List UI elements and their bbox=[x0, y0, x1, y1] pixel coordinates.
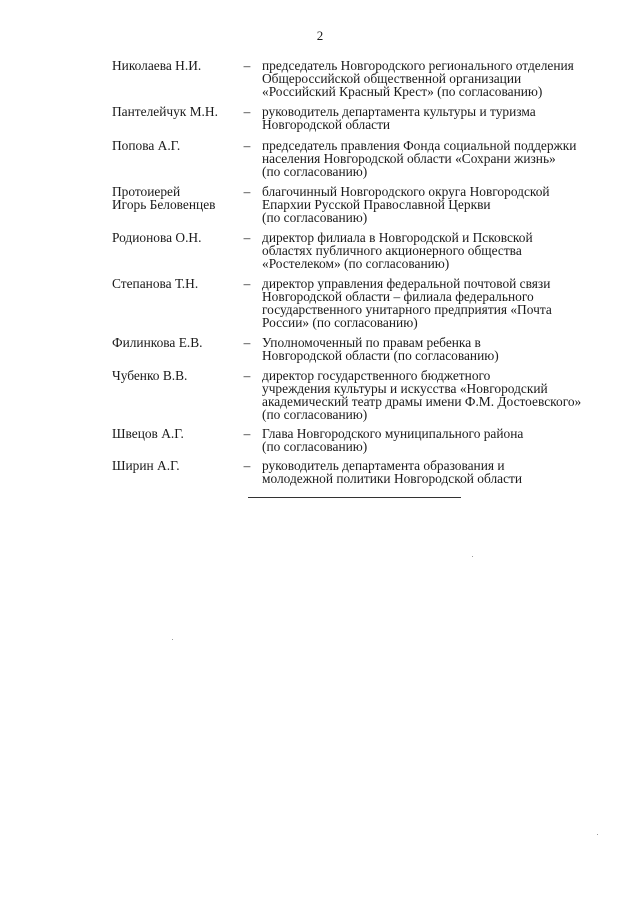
member-name: Протоиерей Игорь Беловенцев bbox=[112, 184, 216, 212]
member-name: Чубенко В.В. bbox=[112, 368, 188, 383]
member-name: Попова А.Г. bbox=[112, 138, 181, 153]
list-item bbox=[0, 277, 640, 336]
dash-separator: – bbox=[243, 276, 251, 291]
dash-separator: – bbox=[243, 104, 251, 119]
member-name: Пантелейчук М.Н. bbox=[112, 104, 218, 119]
member-role: председатель Новгородского регионального отделения Общероссийской общественной организации «Российский Красный Крест» (по согласованию) bbox=[262, 58, 574, 99]
member-role: директор государственного бюджетного учреждения культуры и искусства «Новгородский академический театр драмы имени Ф.М. Достоевского» (по согласованию) bbox=[262, 368, 582, 422]
member-role: директор управления федеральной почтовой связи Новгородской области – филиала федерального государственного унитарного предприятия «Почта России» (по согласованию) bbox=[262, 276, 552, 330]
list-item bbox=[0, 336, 640, 369]
scan-speck bbox=[597, 834, 598, 835]
list-item bbox=[0, 459, 640, 493]
list-item bbox=[0, 427, 640, 459]
member-name: Швецов А.Г. bbox=[112, 426, 184, 441]
member-role: руководитель департамента образования и молодежной политики Новгородской области bbox=[262, 458, 523, 486]
list-item bbox=[0, 59, 640, 105]
closing-rule bbox=[248, 497, 461, 498]
member-name: Родионова О.Н. bbox=[112, 230, 202, 245]
member-role: благочинный Новгородского округа Новгородской Епархии Русской Православной Церкви (по согласованию) bbox=[262, 184, 550, 225]
member-name: Ширин А.Г. bbox=[112, 458, 180, 473]
member-name: Степанова Т.Н. bbox=[112, 276, 199, 291]
list-item bbox=[0, 231, 640, 277]
dash-separator: – bbox=[243, 335, 251, 350]
dash-separator: – bbox=[243, 458, 251, 473]
member-role: Уполномоченный по правам ребенка в Новгородской области (по согласованию) bbox=[262, 335, 499, 363]
list-item bbox=[0, 185, 640, 231]
dash-separator: – bbox=[243, 184, 251, 199]
member-role: Глава Новгородского муниципального района (по согласованию) bbox=[262, 426, 524, 454]
dash-separator: – bbox=[243, 426, 251, 441]
member-name: Николаева Н.И. bbox=[112, 58, 202, 73]
dash-separator: – bbox=[243, 58, 251, 73]
member-role: директор филиала в Новгородской и Псковской областях публичного акционерного общества «Ростелеком» (по согласованию) bbox=[262, 230, 533, 271]
page-number: 2 bbox=[316, 28, 324, 43]
list-item bbox=[0, 139, 640, 185]
member-list bbox=[0, 59, 640, 493]
dash-separator: – bbox=[243, 138, 251, 153]
member-role: руководитель департамента культуры и туризма Новгородской области bbox=[262, 104, 536, 132]
dash-separator: – bbox=[243, 230, 251, 245]
scan-speck bbox=[172, 639, 173, 640]
scan-speck bbox=[472, 556, 473, 557]
list-item bbox=[0, 105, 640, 139]
member-name: Филинкова Е.В. bbox=[112, 335, 203, 350]
list-item bbox=[0, 369, 640, 427]
member-role: председатель правления Фонда социальной поддержки населения Новгородской области «Сохрани жизнь» (по согласованию) bbox=[262, 138, 577, 179]
dash-separator: – bbox=[243, 368, 251, 383]
